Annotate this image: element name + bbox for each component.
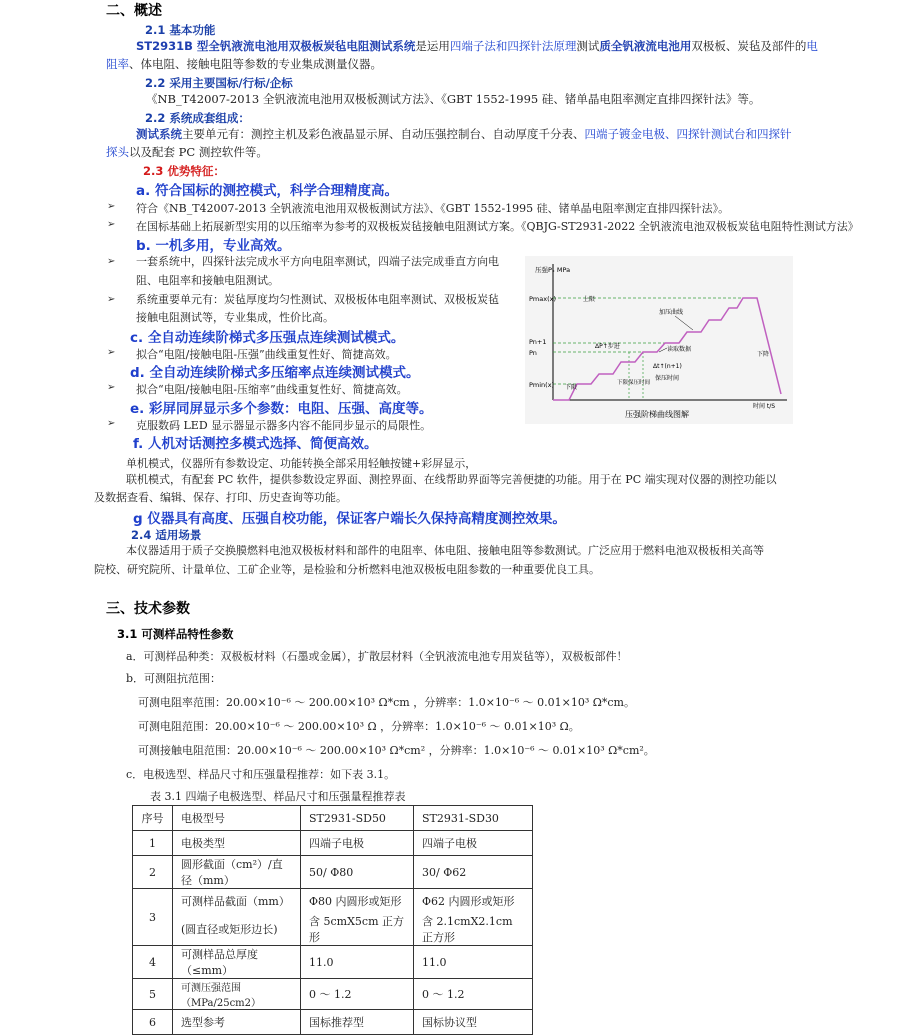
table-cell: 5 [133, 979, 173, 1010]
spec-c: c．电极选型、样品尺寸和压强量程推荐：如下表 3.1。 [126, 768, 396, 781]
para-2-2b-line1: 测试系统主要单元有：测控主机及彩色液晶显示屏、自动压强控制台、自动厚度千分表、四端子镀金电极、四探针测试台和四探针 [136, 127, 792, 141]
bullet-arrow-icon: ➢ [107, 382, 116, 393]
table-cell: 含 5cmX5cm 正方形 [301, 913, 414, 946]
feature-f: f. 人机对话测控多模式选择、简便高效。 [133, 436, 378, 452]
bullet-arrow-icon: ➢ [107, 219, 116, 230]
feature-c: c. 全自动连续阶梯式多压强点连续测试模式。 [130, 330, 405, 346]
heading-2-2b: 2.2 系统成套组成： [145, 111, 250, 125]
table-cell: 可测样品总厚度（≤mm） [173, 946, 301, 979]
section-title-overview: 二、概述 [106, 3, 162, 19]
table-row [133, 913, 533, 946]
chart-title: 压强阶梯曲线图解 [625, 410, 689, 419]
table-row [133, 979, 533, 1010]
chart-xlabel: 时间 t/S [753, 403, 776, 410]
heading-2-4: 2.4 适用场景 [131, 528, 202, 542]
para-2-1-line1: ST2931B 型全钒液流电池用双极板炭毡电阻测试系统是运用四端子法和四探针法原理测试质全钒液流电池用双极板、炭毡及部件的电 [136, 39, 818, 53]
electrode-spec-table [132, 805, 533, 1035]
table-cell: Φ80 内圆形或矩形 [301, 889, 414, 914]
feature-d-bullet1: 拟合“电阻/接触电阻-压缩率”曲线重复性好、简捷高效。 [136, 383, 408, 396]
table-row [133, 856, 533, 889]
chart-annot-drop: 下降 [757, 351, 770, 358]
table-cell: 1 [133, 831, 173, 856]
table-row [133, 946, 533, 979]
chart-annot-step: ΔP↑步进 [595, 343, 620, 350]
feature-b-bullet2-line2: 接触电阻测试等，专业集成，性价比高。 [136, 311, 334, 324]
table-cell: 3 [133, 889, 173, 946]
spec-a: a．可测样品种类：双极板材料（石墨或金属），扩散层材料（全钒液流电池专用炭毡等），双极板部件！ [126, 650, 628, 663]
para-2-2b-line2: 探头以及配套 PC 测控软件等。 [106, 145, 268, 159]
table-cell: Φ62 内圆形或矩形 [414, 889, 533, 914]
feature-c-bullet1: 拟合“电阻/接触电阻-压强”曲线重复性好、简捷高效。 [136, 348, 397, 361]
para-2-1-line2: 阻率、体电阻、接触电阻等参数的专业集成测量仪器。 [106, 57, 382, 71]
bullet-arrow-icon: ➢ [107, 418, 116, 429]
bullet-arrow-icon: ➢ [107, 201, 116, 212]
chart-annot-dt: Δt↑(n+1) [653, 363, 682, 370]
table-header-cell: ST2931-SD50 [301, 806, 414, 831]
feature-a: a. 符合国标的测控模式，科学合理精度高。 [136, 183, 398, 199]
table-header-row [133, 806, 533, 831]
feature-a-bullet2: 在国标基础上拓展新型实用的以压缩率为参考的双极板炭毡接触电阻测试方案。《QBJG-ST2931-2022 全钒液流电池双极板炭毡电阻特性测试方法》 [136, 220, 859, 233]
chart-ylabel: 压强Pₓ MPa [535, 266, 571, 274]
table-cell: 国标协议型 [414, 1010, 533, 1035]
feature-f-para2-line1: 联机模式，有配套 PC 软件，提供参数设定界面、测控界面、在线帮助界面等完善便捷的功能。用于在 PC 端实现对仪器的测控功能以 [126, 473, 777, 486]
table-header-cell: 序号 [133, 806, 173, 831]
feature-e-bullet1: 克服数码 LED 显示器显示器多内容不能同步显示的局限性。 [136, 419, 432, 432]
feature-b: b. 一机多用，专业高效。 [136, 238, 291, 254]
chart-annot-upper: 上限 [583, 296, 596, 303]
table-header-cell: 电极型号 [173, 806, 301, 831]
para-2-4-line2: 院校、研究院所、计量单位、工矿企业等，是检验和分析燃料电池双极板电阻参数的一种重要优良工具。 [94, 563, 600, 576]
chart-annot-loadcurve: 加压曲线 [659, 309, 684, 316]
feature-a-bullet1: 符合《NB_T42007-2013 全钒液流电池用双极板测试方法》、《GBT 1552-1995 硅、锗单晶电阻率测定直排四探针法》。 [136, 202, 730, 215]
feature-b-bullet1-line2: 阻、电阻率和接触电阻测试。 [136, 274, 279, 287]
table-cell: 含 2.1cmX2.1cm 正方形 [414, 913, 533, 946]
chart-ytick-pn1: Pn+1 [529, 338, 547, 346]
heading-2-3: 2.3 优势特征： [143, 164, 225, 178]
table-cell: 50/ Φ80 [301, 856, 414, 889]
table-cell: 可测样品截面（mm） [173, 889, 301, 914]
chart-ytick-pmin: Pmin(x) [529, 381, 555, 389]
table-cell: 选型参考 [173, 1010, 301, 1035]
pressure-step-chart [525, 256, 793, 424]
table-caption: 表 3.1 四端子电极选型、样品尺寸和压强量程推荐表 [150, 790, 406, 803]
table-header-cell: ST2931-SD30 [414, 806, 533, 831]
chart-annot-read: 读取数据 [667, 346, 692, 353]
table-cell: 电极类型 [173, 831, 301, 856]
chart-ytick-pmax: Pmax(x) [529, 295, 556, 303]
table-cell: 6 [133, 1010, 173, 1035]
heading-2-2: 2.2 采用主要国标/行标/企标 [145, 76, 293, 90]
chart-annot-loadcurve-leader [675, 316, 693, 330]
spec-range-resistance: 可测电阻范围：20.00×10⁻⁶ ～ 200.00×10³ Ω ，分辨率：1.0×10⁻⁶ ～ 0.01×10³ Ω。 [138, 720, 580, 733]
spec-b: b．可测阻抗范围： [126, 672, 222, 685]
section-title-specs: 三、技术参数 [106, 601, 190, 617]
bullet-arrow-icon: ➢ [107, 347, 116, 358]
feature-b-bullet1-line1: 一套系统中，四探针法完成水平方向电阻率测试，四端子法完成垂直方向电 [136, 255, 499, 268]
chart-annot-hold: 保压时间 [655, 375, 680, 382]
chart-annot-lowerhold: 下限保压时间 [617, 380, 651, 386]
chart-annot-lower: 下限 [565, 384, 578, 391]
table-row [133, 889, 533, 914]
feature-f-para2-line2: 及数据查看、编辑、保存、打印、历史查询等功能。 [94, 491, 347, 504]
feature-b-bullet2-line1: 系统重要单元有：炭毡厚度均匀性测试、双极板体电阻率测试、双极板炭毡 [136, 293, 499, 306]
table-cell: 30/ Φ62 [414, 856, 533, 889]
table-cell: 可测压强范围（MPa/25cm2） [173, 979, 301, 1010]
table-row [133, 831, 533, 856]
para-2-2: 《NB_T42007-2013 全钒液流电池用双极板测试方法》、《GBT 1552-1995 硅、锗单晶电阻率测定直排四探针法》等。 [146, 92, 761, 106]
para-2-4-line1: 本仪器适用于质子交换膜燃料电池双极板材料和部件的电阻率、体电阻、接触电阻等参数测试。广泛应用于燃料电池双极板相关高等 [126, 544, 764, 557]
table-cell: 四端子电极 [301, 831, 414, 856]
feature-f-para1: 单机模式，仪器所有参数设定、功能转换全部采用轻触按键+彩屏显示， [126, 457, 477, 470]
pressure-step-chart-svg [525, 256, 793, 424]
table-cell: (圆直径或矩形边长) [173, 913, 301, 946]
bullet-arrow-icon: ➢ [107, 294, 116, 305]
heading-2-1: 2.1 基本功能 [145, 23, 216, 37]
spec-range-resistivity: 可测电阻率范围：20.00×10⁻⁶ ～ 200.00×10³ Ω*cm ，分辨率：1.0×10⁻⁶ ～ 0.01×10³ Ω*cm。 [138, 696, 635, 709]
table-cell: 0 ～ 1.2 [414, 979, 533, 1010]
spec-range-contact: 可测接触电阻范围：20.00×10⁻⁶ ～ 200.00×10³ Ω*cm² ，分辨率：1.0×10⁻⁶ ～ 0.01×10³ Ω*cm²。 [138, 744, 655, 757]
heading-3-1: 3.1 可测样品特性参数 [117, 627, 234, 641]
feature-d: d. 全自动连续阶梯式多压缩率点连续测试模式。 [130, 365, 420, 381]
table-cell: 11.0 [414, 946, 533, 979]
chart-ytick-pn: Pn [529, 349, 537, 357]
feature-g: g 仪器具有高度、压强自校功能，保证客户端长久保持高精度测控效果。 [133, 511, 566, 527]
table-cell: 圆形截面（cm²）/直径（mm） [173, 856, 301, 889]
table-cell: 0 ～ 1.2 [301, 979, 414, 1010]
table-cell: 四端子电极 [414, 831, 533, 856]
table-cell: 4 [133, 946, 173, 979]
table-cell: 11.0 [301, 946, 414, 979]
table-cell: 2 [133, 856, 173, 889]
table-row [133, 1010, 533, 1035]
bullet-arrow-icon: ➢ [107, 256, 116, 267]
feature-e: e. 彩屏同屏显示多个参数：电阻、压强、高度等。 [130, 401, 433, 417]
table-cell: 国标推荐型 [301, 1010, 414, 1035]
